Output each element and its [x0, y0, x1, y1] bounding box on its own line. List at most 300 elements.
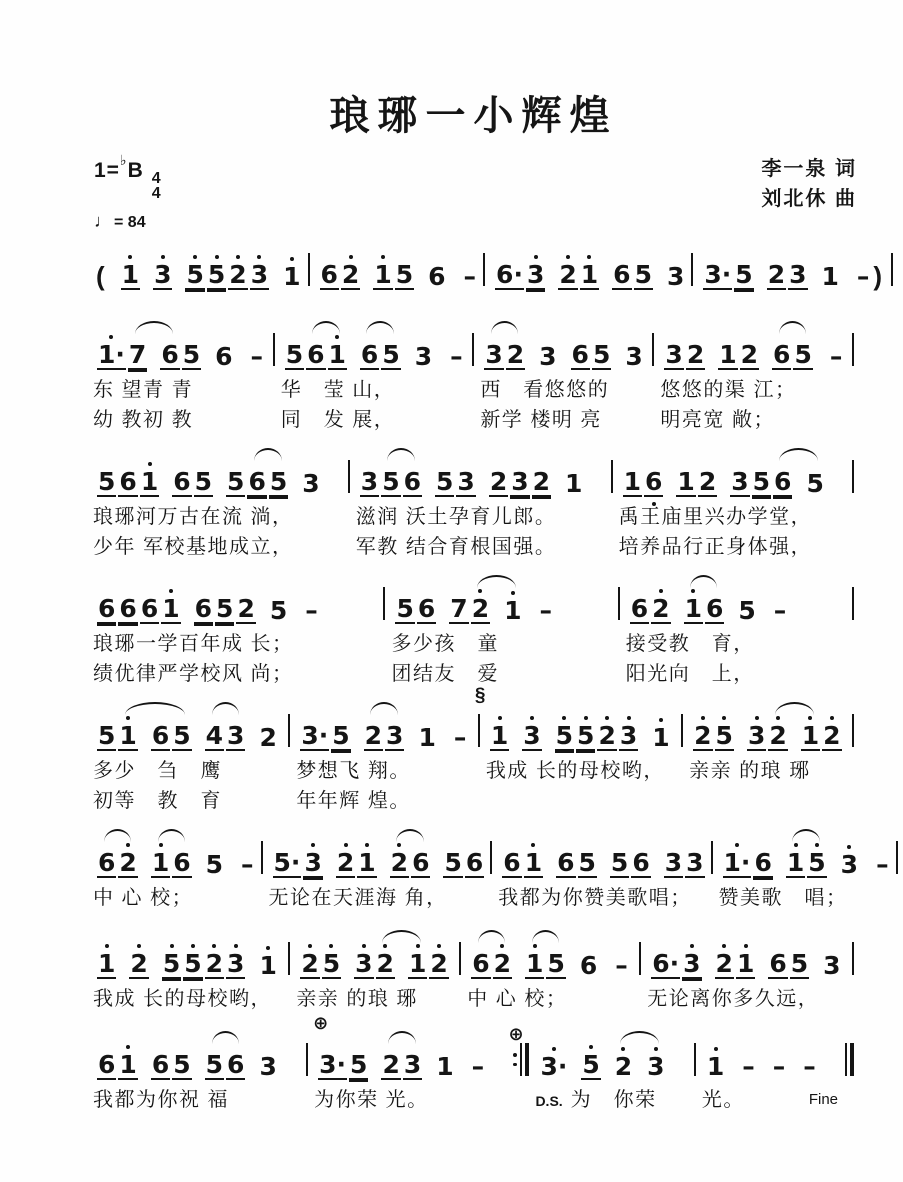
octave-dot [290, 257, 294, 261]
note-digit: 5 [285, 340, 304, 369]
note [646, 1047, 665, 1080]
barline [611, 460, 613, 493]
bar-thin [852, 587, 854, 620]
note [247, 462, 266, 497]
octave-dot [533, 944, 537, 948]
note-digit: 5 [382, 340, 400, 369]
barline [852, 333, 854, 366]
measure [90, 826, 258, 911]
note-digit: 3 [403, 1050, 422, 1079]
bar-thin [852, 942, 854, 975]
octave-dot [126, 1045, 130, 1049]
measure [657, 318, 849, 433]
octave-dot [654, 1047, 658, 1051]
note [449, 589, 468, 624]
bar-thin [611, 460, 613, 493]
barline [383, 587, 385, 620]
note [194, 589, 213, 624]
segno-icon: § [474, 685, 486, 706]
measure [90, 572, 380, 687]
dash-mark [875, 845, 890, 878]
note [623, 462, 642, 497]
octave-dot [148, 462, 152, 466]
octave-dot [605, 716, 609, 720]
note [734, 255, 753, 290]
note [228, 255, 247, 290]
octave-dot [830, 716, 834, 720]
note [576, 716, 595, 751]
dash-mark [614, 946, 629, 979]
octave-dot [193, 255, 197, 259]
note-digit: – [241, 850, 254, 879]
note [538, 337, 557, 370]
note [772, 335, 791, 370]
note [793, 335, 812, 370]
note-digit: 3 [457, 467, 475, 496]
note-digit: 5 [395, 260, 414, 289]
lyrics-line-1: 琅琊河万古在流 淌， [93, 506, 294, 528]
lyrics-line-2: 少年 军校基地成立， [93, 536, 294, 558]
note-digit: 3· [704, 260, 732, 289]
note-digit: 3 [304, 848, 322, 877]
dot [513, 1063, 517, 1067]
octave-dot [159, 843, 163, 847]
note [207, 255, 226, 290]
measure [293, 699, 475, 814]
note-digit: 1 [358, 848, 376, 877]
coda-icon: ⊕ [508, 1024, 524, 1044]
measure [313, 238, 481, 290]
notes-row [689, 699, 846, 751]
note-digit: 2 [376, 949, 394, 978]
note [269, 462, 288, 497]
lyrics-line-2: 年年辉 煌。 [296, 790, 411, 812]
note-digit: 3 [386, 721, 404, 750]
note [364, 716, 383, 751]
note-digit: 6 [472, 949, 490, 978]
note [215, 589, 234, 624]
note-digit: 5 [207, 260, 226, 289]
note [205, 1045, 224, 1080]
note [525, 944, 544, 979]
note-digit: 1 [677, 467, 695, 496]
note-digit: 6 [630, 594, 649, 623]
octave-dot [126, 716, 130, 720]
note [97, 843, 116, 878]
note-digit: – [450, 342, 463, 371]
note [740, 335, 759, 370]
bar-thin [520, 1043, 522, 1076]
octave-dot [627, 716, 631, 720]
note-digit: 5 [184, 949, 202, 978]
octave-dot [383, 944, 387, 948]
repeat-end-barline [508, 1024, 529, 1076]
lyrics-line-1: 琅琊一学百年成 长； [93, 633, 294, 655]
note-digit: – [250, 342, 264, 371]
measure [699, 1028, 842, 1113]
note [747, 716, 766, 751]
note [205, 944, 224, 979]
note [172, 716, 191, 751]
note [429, 944, 448, 979]
octave-dot [552, 1047, 556, 1051]
note-digit: 2 [652, 594, 670, 623]
note [360, 335, 379, 370]
note-digit: 6 [215, 342, 233, 371]
note [303, 843, 322, 878]
note [840, 845, 859, 878]
note-digit: 5 [194, 467, 213, 496]
note-digit: 6 [705, 594, 724, 623]
note-digit: 3 [665, 340, 683, 369]
note [693, 716, 712, 751]
bar-thin [852, 333, 854, 366]
note-digit: 1 [801, 721, 820, 750]
note [664, 843, 683, 878]
dot [513, 1053, 517, 1057]
octave-dot [381, 255, 385, 259]
notes-row [498, 826, 704, 878]
octave-dot [362, 944, 366, 948]
repeat-dots [513, 1043, 517, 1076]
measure [495, 826, 707, 911]
note [612, 255, 631, 290]
notes-row [93, 699, 282, 751]
song-title: 琅琊一小辉煌 [329, 93, 618, 139]
barline [639, 942, 641, 975]
note [258, 946, 277, 979]
notes-row [699, 238, 885, 290]
note [490, 716, 509, 751]
note [403, 1045, 422, 1080]
barline [852, 587, 854, 620]
measure [474, 685, 678, 784]
note [341, 255, 360, 290]
note-digit: 5 [382, 467, 400, 496]
open-paren: ( [96, 261, 105, 291]
notes-row [486, 699, 675, 751]
dash-mark [856, 257, 871, 290]
note [539, 1047, 568, 1080]
lyrics-line-1: 多少 刍 鹰 [93, 760, 222, 782]
octave-dot [847, 845, 851, 849]
note-digit: 6 [632, 848, 650, 877]
note [236, 589, 255, 624]
barline [652, 333, 654, 366]
octave-dot [776, 716, 780, 720]
measure [311, 1013, 510, 1113]
lyrics-line-2: 阳光向 上， [625, 663, 755, 685]
octave-dot [714, 1047, 718, 1051]
octave-dot [562, 716, 566, 720]
note-digit: 5 [182, 340, 201, 369]
note-digit: 3 [625, 342, 643, 371]
note-digit: 2 [698, 467, 717, 496]
note [821, 257, 840, 290]
note [128, 335, 147, 370]
lyrics-line-1: 西 看悠悠的 [480, 379, 610, 401]
note-digit: 1 [786, 848, 805, 877]
notes-row [269, 826, 485, 878]
notes-row [535, 1028, 687, 1080]
octave-dot [234, 944, 238, 948]
measure [477, 318, 649, 433]
note [390, 843, 409, 878]
octave-dot [128, 255, 132, 259]
system [90, 318, 857, 433]
note-digit: 1 [151, 848, 170, 877]
note-digit: 2 [341, 260, 360, 289]
tempo-marking: ♩ = 84 [94, 211, 146, 231]
measure [464, 927, 636, 1012]
note [493, 944, 512, 979]
note-digit: 3 [259, 1052, 277, 1081]
note-digit: 2 [382, 1050, 400, 1079]
note-digit: 6 [227, 1050, 245, 1079]
barline [261, 841, 263, 874]
note [471, 589, 490, 624]
bar-thin [459, 942, 461, 975]
system [90, 826, 889, 911]
note-digit: 5 [592, 340, 611, 369]
note [471, 944, 490, 979]
note-digit: 1 [121, 260, 140, 289]
note-digit: 5 [173, 721, 191, 750]
note [465, 843, 484, 878]
note-digit: 6 [151, 721, 170, 750]
note [730, 462, 749, 497]
note [160, 335, 179, 370]
bar-thin [852, 460, 854, 493]
close-paren: ) [873, 261, 883, 291]
note-digit: 6 [428, 262, 446, 291]
note [97, 1045, 116, 1080]
note-digit: 6 [773, 340, 791, 369]
measure [353, 445, 608, 560]
note-digit: 1 [119, 1050, 137, 1079]
note-digit: 3 [683, 949, 701, 978]
ds-marking: D.S. [535, 1093, 563, 1109]
dash-mark [453, 718, 468, 751]
measure [90, 318, 270, 433]
notes-row [296, 927, 453, 979]
note-digit: – [463, 262, 477, 291]
note [822, 716, 841, 751]
bar-thin [618, 587, 620, 620]
lyrics-line-2: 军教 结合育根国强。 [355, 536, 557, 558]
bar-thin [852, 714, 854, 747]
note-digit: 5 [332, 721, 350, 750]
note [555, 716, 574, 751]
note [205, 845, 224, 878]
lyrics-line-2: 绩优律严学校风 尚； [93, 663, 294, 685]
note [737, 591, 756, 624]
measure [532, 1028, 690, 1114]
note-digit: 5 [577, 721, 595, 750]
note [592, 335, 611, 370]
note-digit: 1 [821, 262, 839, 291]
lyrics-line-2: 同 发 展， [280, 409, 396, 431]
score-header [90, 154, 857, 234]
note-digit: 6 [194, 594, 213, 623]
dash-mark [463, 257, 478, 290]
octave-dot [266, 946, 270, 950]
note [282, 257, 301, 290]
note-digit: 5 [790, 949, 809, 978]
lyrics-line-1: 接受教 育， [625, 633, 755, 655]
barline [490, 841, 492, 874]
lyrics-line-1: 我成 长的母校哟， [485, 760, 665, 782]
lyrics-line-1: 滋润 沃土孕育儿郎。 [355, 506, 557, 528]
note-digit: 6· [652, 949, 680, 978]
measure [716, 826, 893, 911]
note [503, 591, 522, 624]
note-digit: – [305, 596, 318, 625]
note-digit: 5 [794, 340, 812, 369]
octave-dot [170, 944, 174, 948]
note-digit: 3 [731, 467, 749, 496]
notes-row [660, 318, 846, 370]
note-digit: – [772, 1052, 786, 1081]
dash-mark [829, 337, 844, 370]
note-digit: 2 [430, 949, 448, 978]
note [97, 716, 116, 751]
bar-thin [681, 714, 683, 747]
note [801, 716, 820, 751]
octave-dot [794, 843, 798, 847]
note [395, 255, 414, 290]
note-digit: 5 [350, 1050, 368, 1079]
note-digit: 5 [436, 467, 454, 496]
barline [681, 714, 683, 747]
note-digit: 2 [598, 721, 616, 750]
note-digit: 3 [747, 721, 766, 750]
note [522, 716, 541, 751]
note-digit: 6 [98, 594, 116, 623]
note [306, 335, 325, 370]
dash-mark [304, 591, 319, 624]
composer-credit: 刘北休 曲 [761, 188, 857, 210]
note-digit: 2 [767, 260, 786, 289]
note-digit: 5 [444, 848, 462, 877]
octave-dot [722, 716, 726, 720]
lyrics-line-1: 梦想飞 翔。 [296, 760, 411, 782]
bar-thin [694, 1043, 696, 1076]
note-digit: 1 [524, 848, 543, 877]
note-digit: 1 [408, 949, 427, 978]
note-digit: 3 [647, 1052, 665, 1081]
note [773, 462, 792, 497]
note [723, 843, 752, 878]
note [624, 337, 643, 370]
lyricist-credit: 李一泉 词 [761, 158, 857, 180]
octave-dot [169, 589, 173, 593]
lyrics-line-2: 初等 教 育 [93, 790, 222, 812]
note [705, 589, 724, 624]
note [205, 716, 224, 751]
note-digit: 3 [789, 260, 807, 289]
note-digit: 5 [738, 596, 756, 625]
note-digit: 1 [490, 721, 509, 750]
note-digit: 2 [390, 848, 409, 877]
note-digit: 1 [684, 594, 702, 623]
note [411, 843, 430, 878]
note-digit: 2 [769, 721, 787, 750]
note-digit: 6 [307, 340, 325, 369]
note-digit: 3 [227, 721, 245, 750]
lyrics-line-1: 华 莹 山， [280, 379, 396, 401]
note-digit: 1 [259, 951, 277, 980]
lyrics-line-1: 我成 长的母校哟， [93, 988, 273, 1010]
note [502, 843, 521, 878]
note [183, 944, 202, 979]
note-digit: 1· [98, 340, 125, 369]
note [258, 718, 277, 751]
note [226, 1045, 245, 1080]
note [97, 335, 126, 370]
note-digit: 1 [652, 723, 670, 752]
note [532, 462, 551, 497]
note-digit: 2 [506, 340, 525, 369]
barline [472, 333, 474, 366]
dash-mark [471, 1047, 486, 1080]
note [484, 335, 503, 370]
note-digit: 3 [664, 848, 683, 877]
measure [90, 238, 305, 290]
note [360, 462, 379, 497]
note [768, 716, 787, 751]
note-digit: 3 [355, 949, 373, 978]
note [226, 944, 245, 979]
octave-dot [511, 591, 515, 595]
note [97, 944, 116, 979]
note [581, 1045, 600, 1080]
note [328, 335, 347, 370]
note-digit: 1 [706, 1052, 725, 1081]
dash-mark [773, 591, 788, 624]
note-digit: 6 [774, 467, 792, 496]
note [768, 944, 787, 979]
lyrics-line-1: 我都为你祝 福 [93, 1089, 230, 1111]
measure [616, 445, 849, 560]
note [443, 843, 462, 878]
note [456, 462, 475, 497]
note [698, 462, 717, 497]
bar-thin [711, 841, 713, 874]
note [349, 1045, 368, 1080]
note [664, 335, 683, 370]
octave-dot [349, 255, 353, 259]
note-digit: 1 [328, 340, 346, 369]
measure [686, 699, 849, 784]
score [90, 238, 889, 1114]
note-digit: 5 [205, 850, 224, 879]
note-digit: – [856, 262, 870, 291]
note [250, 255, 269, 290]
barline [852, 942, 854, 975]
note [715, 716, 734, 751]
note [676, 462, 695, 497]
key-signature: 1=♭B 4 4 [94, 152, 162, 202]
measure [266, 826, 488, 911]
note-digit: 5 [752, 467, 771, 496]
note-digit: 5 [555, 721, 574, 750]
note [579, 946, 598, 979]
dash-mark [250, 337, 265, 370]
note-digit: 6· [496, 260, 523, 289]
octave-dot [257, 255, 261, 259]
note [172, 462, 191, 497]
